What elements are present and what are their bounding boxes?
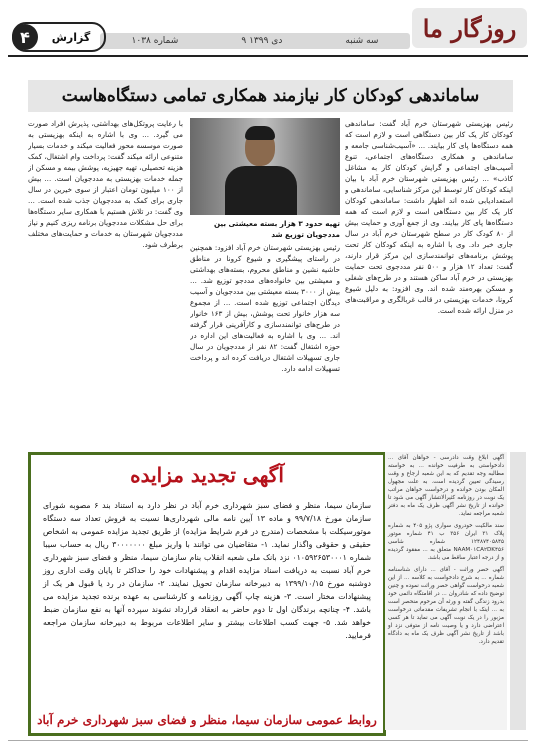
side-strip (510, 452, 526, 730)
photo-figure-hair (245, 126, 275, 140)
header-divider (8, 55, 528, 57)
page-number: ۴ (12, 24, 38, 50)
page-indicator (12, 22, 106, 52)
legal-notice: آگهی حصر وراثت - آقای ... دارای شناسنامه شماره ... به شرح دادخواست به کلاسه ... از این شعبه درخواست گواهی حصر وراثت نموده و چنین توضیح داده که شادروان ... در اقامتگاه دائمی خود بدرود زندگی گفته و ورثه آن مرحوم منحصر است به ... اینک با انجام تشریفات مقدماتی درخواست مزبور را در یک نوبت آگهی می نماید تا هر کسی اعتراضی دارد و یا وصیت نامه از متوفی نزد او باشد از تاریخ نشر آگهی ظرف یک ماه به دادگاه تقدیم دارد. (388, 567, 504, 645)
legal-notice: آگهی ابلاغ وقت دادرسی - خواهان آقای ... دادخواستی به طرفیت خوانده ... به خواسته مطالبه وجه تقدیم که به این شعبه ارجاع و وقت رسیدگی تعیین گردیده است. به علت مجهول المکان بودن خوانده و درخواست خواهان مراتب یک نوبت در روزنامه کثیرالانتشار آگهی می شود تا خوانده از تاریخ نشر آگهی ظرف یک ماه به دفتر شعبه مراجعه نماید. (388, 455, 504, 517)
photo-caption: تهیه حدود ۳ هزار بسته معیشتی بین مددجویان توزیع شد (213, 219, 340, 239)
article-photo (190, 118, 340, 215)
article-column-left: با رعایت پروتکل‌های بهداشتی، پذیرش افراد صورت می گیرد. ... وی با اشاره به اینکه بهزیستی به صورت موسسه محور فعالیت میکند و خدمات بسیار متنوعی ارائه میکند گفت: پرداخت وام اشتغال، کمک هزینه تحصیلی، تهیه جهیزیه، پوشش بیمه و مسکن از جمله خدمات بهزیستی به مددجویان است. ... بیش از ۱۰۰ میلیون تومان اعتبار از سوی خیرین در سال جاری برای کمک به مددجویان جذب شده است. ... وی گفت: در تلاش هستیم با همکاری سایر دستگاه‌ها برای حل مشکلات مددجویان برنامه ریزی کنیم و نیاز مددجویان شهرستان به خدمات و حمایت‌های مختلف برطرف شود. (28, 119, 183, 249)
weekday: سه شنبه (345, 36, 379, 46)
legal-notice: سند مالکیت خودروی سواری پژو ۴۰۵ به شماره پلاک ۳۱ ایران ۳۵۶ ب ۴۱ شماره موتور ۱۲۴۸۷۴۰۵۸۴۵ شماره شاسی NAAM۰۱CA۲DK۴۵۶ متعلق به ... مفقود گردیده و از درجه اعتبار ساقط می باشد. (388, 523, 504, 561)
masthead-logo (412, 8, 527, 48)
section-name: گزارش (51, 30, 91, 44)
logo-text: روزگار ما (422, 13, 517, 43)
headline-box (28, 80, 513, 112)
page-header (0, 0, 535, 70)
footer-divider (8, 740, 528, 741)
legal-notices (385, 452, 507, 730)
date-bar (100, 33, 410, 49)
ad-title: آگهی تجدید مزایده (130, 463, 284, 487)
auction-ad (28, 452, 386, 736)
ad-body: سازمان سیما، منظر و فضای سبز شهرداری خرم آباد در نظر دارد به استناد بند ۶ مصوبه شورای سازمان مورخ ۹۹/۷/۱۸ و ماده ۱۳ آیین نامه مالی شهرداری‌ها نسبت به فروش تعداد سه دستگاه موتورسیکلت با مشخصات (مندرج در فرم شرایط مزایده) از طریق تجدید مزایده عمومی به اشخاص حقیقی و حقوقی واگذار نماید. ۱- متقاضیان می توانند با واریز مبلغ ۳۰۰۰۰۰۰۰ ریال به حساب سیبا شماره ۰۱۰۵۹۲۶۵۳۰۰۰۱ نزد بانک ملی شعبه انقلاب بنام سازمان سیما، منظر و فضای سبز شهرداری خرم آباد نسبت به دریافت اسناد مزایده اقدام و پیشنهادات خود را حداکثر تا پایان وقت اداری روز دوشنبه مورخ ۱۳۹۹/۱۰/۱۵ به دبیرخانه سازمان تحویل نمایند. ۲- سازمان در رد یا قبول هر یک از پیشنهادات مختار است. ۳- هزینه چاپ آگهی روزنامه و کارشناسی به عهده برنده تجدید مزایده می باشد. ۴- چنانچه برندگان اول تا دوم حاضر به انعقاد قرارداد نشوند سپرده آنها به نفع سازمان ضبط خواهد شد. ۵- جهت کسب اطلاعات بیشتر و سایر اطلاعات مربوط به دبیرخانه سازمان مراجعه فرمایید. (43, 501, 371, 640)
article-column-middle: رئیس بهزیستی شهرستان خرم آباد افزود: همچنین در راستای پیشگیری و شیوع کرونا در مناطق حاشیه نشین و مناطق محروم، بسته‌های بهداشتی و معیشتی بین خانواده‌های مددجو توزیع شد. ... بیش از ۳۰۰۰ بسته معیشتی بین مددجویان و آسیب دیدگان اجتماعی توزیع شده است. ... از مجموع سه هزار خانوار تحت پوشش، بیش از ۱۶۳ خانوار در طرح‌های توانمندسازی و کارآفرینی قرار گرفته اند. ... وی با اشاره به فعالیت‌های این اداره در حوزه اشتغال گفت: ۸۲ نفر از مددجویان در سال جاری تسهیلات اشتغال دریافت کرده اند و پرداخت تسهیلات ادامه دارد. (190, 243, 340, 373)
photo-figure-body (225, 166, 297, 215)
article-column-right: رئیس بهزیستی شهرستان خرم آباد گفت: ساماندهی کودکان کار یک کار بین دستگاهی است و لازم است که همه دستگاه‌ها پای کار بیایند. ... «آسیب‌شناسی جامعه و ساماندهی و همکاری دستگاه‌های اجتماعی، تنوع آسیب‌های اجتماعی و گرایش کودکان کار به مشاغل کاذب» ... رئیس بهزیستی شهرستان خرم آباد با بیان اینکه کودکان کار توسط این مرکز شناسایی، ساماندهی و استعدادیابی شده اند اظهار داشت: ساماندهی کودکان کار یک کار بین دستگاهی است و لازم است که همه دستگاه‌ها پای کار بیایند. وی از جمع آوری و حمایت بیش از ۸۰ کودک کار در سطح شهرستان خرم آباد در سال جاری خبر داد. وی با اشاره به اینکه کودکان کار تحت پوشش برنامه‌های توانمندسازی این مرکز قرار دارند، گفت: تعداد ۱۲ هزار و ۵۰۰ نفر مددجوی تحت حمایت بهزیستی در خرم آباد ساکن هستند و در طرح‌های شغلی و مسکن بهره‌مند شده اند. وی افزود: به دلیل شیوع کرونا، خدمات بهزیستی در قالب غربالگری و مراقبت‌های در منزل ارائه شده است. (345, 119, 513, 315)
issue-number: شماره ۱۰۳۸ (131, 36, 179, 46)
ad-footer: روابط عمومی سازمان سیما، منظر و فضای سبز شهرداری خرم آباد (37, 713, 377, 727)
article-headline: ساماندهی کودکان کار نیازمند همکاری تمامی دستگاه‌هاست (61, 86, 480, 106)
publish-date: ۹ دی ۱۳۹۹ (241, 36, 283, 46)
